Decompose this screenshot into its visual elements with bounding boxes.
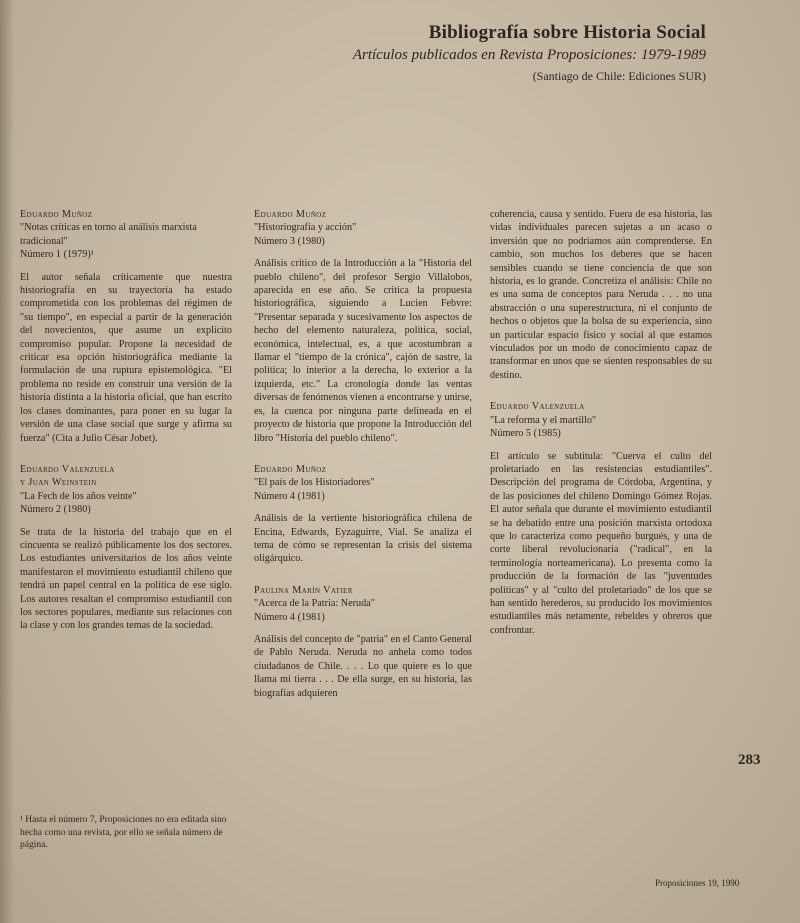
entry-abstract: Se trata de la historia del trabajo que en el cincuenta se realizó públicamente los dos sectores. Los estudiantes universitarios de los años veinte manifestaron el movimiento estudiantil chileno que tendrá un papel central en la política de ese siglo. Los autores resaltan el compromiso estudiantil con los sectores populares, mediante sus relaciones con la clase y con los grandes temas de la sociedad. (20, 526, 232, 632)
entry-author: Paulina Marín Vatier (254, 584, 353, 596)
entry-title: "Historiografía y acción" (254, 222, 357, 234)
entry-abstract: coherencia, causa y sentido. Fuera de esa historia, las vidas individuales parecen sujetas a un acaso o inversión que no podríamos aún comprenderse. En cambio, son muchos los deberes que se hacen sensibles cuando se tiene conciencia de que son historia, es lo grande. Concretiza el análisis: Chile no es una suma de conceptos para Neruda . . . no una abstracción o una superestructura, ni el conjunto de hechos o objetos que la bolsa de su experiencia, sino un particular espacio físico y social al que estamos vinculados por un modo de conocimiento capaz de transformar en unos que se sienten responsables de su destino. (490, 209, 712, 381)
page-edge-shadow (0, 0, 14, 923)
entry-number: Número 1 (1979)¹ (20, 249, 94, 261)
entry-author: Eduardo Valenzuela (20, 463, 115, 475)
bib-entry (254, 584, 472, 700)
entry-title: "El país de los Historiadores" (254, 477, 375, 489)
column-3 (490, 208, 712, 655)
entry-number: Número 3 (1980) (254, 235, 325, 247)
entry-author: Eduardo Muñoz (254, 209, 327, 220)
bib-entry (254, 208, 472, 445)
entry-number: Número 4 (1981) (254, 611, 325, 623)
entry-number: Número 4 (1981) (254, 490, 325, 502)
entry-abstract: Análisis crítico de la Introducción a la "Historia del pueblo chileno", del profesor Sergio Villalobos, aparecida en ese año. Se critica la propuesta historiográfica, siguiendo a Lucien Febvre: "Presentar separada y sucesivamente los aspectos de hecho del elemento naturaleza, política, social, económica, intelectual, es, a que acostumbran a llamar el "tiempo de la crónica", cajón de sastre, la política; lo interior a la derecha, lo exterior a la izquierda, etc." La cronología donde las ventas diversas de fenómenos vienen a encontrarse y unirse, es, la cuenca por ninguna parte delineada en el proyecto de historia que propone la Introducción del libro "Historia del pueblo chileno". (254, 258, 472, 444)
column-2 (254, 208, 472, 718)
entry-number: Número 5 (1985) (490, 428, 561, 440)
entry-coauthor: y Juan Weinstein (20, 477, 97, 489)
entry-abstract: Análisis de la vertiente historiográfica chilena de Encina, Edwards, Eyzaguirre, Vial. Se analiza el tema de cómo se representan la crisis del sistema oligárquico. (254, 513, 472, 565)
page-header (186, 22, 706, 84)
bib-entry-continued (490, 208, 712, 382)
bib-entry (254, 463, 472, 566)
bib-entry (20, 463, 232, 633)
entry-abstract: Análisis del concepto de "patria" en el Canto General de Pablo Neruda. Neruda no anhela como todos ciudadanos de Chile. . . . Lo que quiere es lo que llama mi tierra . . . De ella surge, en su historia, las biografías adquieren (254, 633, 472, 699)
entry-author: Eduardo Valenzuela (490, 401, 585, 413)
running-footer: Proposiciones 19, 1990 (655, 878, 740, 888)
entry-number: Número 2 (1980) (20, 504, 91, 516)
entry-author: Eduardo Muñoz (20, 209, 93, 220)
entry-author: Eduardo Muñoz (254, 463, 327, 475)
entry-title: "Acerca de la Patria: Neruda" (254, 598, 375, 610)
entry-title: "Notas críticas en torno al análisis marxista tradicional" (20, 222, 197, 247)
bib-entry (20, 208, 232, 445)
page-number: 283 (738, 752, 761, 768)
page-subtitle: Artículos publicados en Revista Proposiciones: 1979-1989 (352, 47, 706, 63)
entry-title: "La Fech de los años veinte" (20, 490, 137, 502)
bib-entry (490, 400, 712, 637)
column-1 (20, 208, 232, 651)
entry-abstract: El autor señala críticamente que nuestra historiografía en su trayectoria ha estado comprometida con los problemas del régimen de "su tiempo", en especial a partir de la generación del novecientos, que asume un explícito compromiso popular. Propone la necesidad de criticar esa opción historiográfica mediante la formulación de una ruptura epistemológica. "El problema no reside en construir una versión de la historia distinta a la historia oficial, que han escrito los clases dominantes, para poner en su lugar la versión de una clase social que surge y afirma su fuerza" (Cita a Julio César Jobet). (20, 271, 232, 444)
entry-title: "La reforma y el martillo" (490, 414, 597, 426)
page-title: Bibliografía sobre Historia Social (428, 22, 706, 43)
footnote: ¹ Hasta el número 7, Proposiciones no era editada sino hecha como una revista, por ello se señala número de página. (20, 815, 227, 850)
entry-abstract: El artículo se subtitula: "Cuerva el culto del proletariado en las resistencias estudiantiles". Descripción del programa de Córdoba, Argentina, y de las posiciones del chileno Domingo Gómez Rojas. El autor señala que durante el movimiento estudiantil se ha debatido entre una posición marxista ortodoxa que lo caracteriza como pequeño burgués, y una de corte liberal revolucionaria ("radical", en la terminología norteamericana). Lo presenta como la producción de la formación de las "juventudes políticas" y al "culto del proletariado" de los que se han sentido herederos, su producido los movimientos estudiantiles más netamente, rebeldes y obreros que confrontar. (490, 450, 712, 636)
publisher-line: (Santiago de Chile: Ediciones SUR) (532, 69, 706, 83)
